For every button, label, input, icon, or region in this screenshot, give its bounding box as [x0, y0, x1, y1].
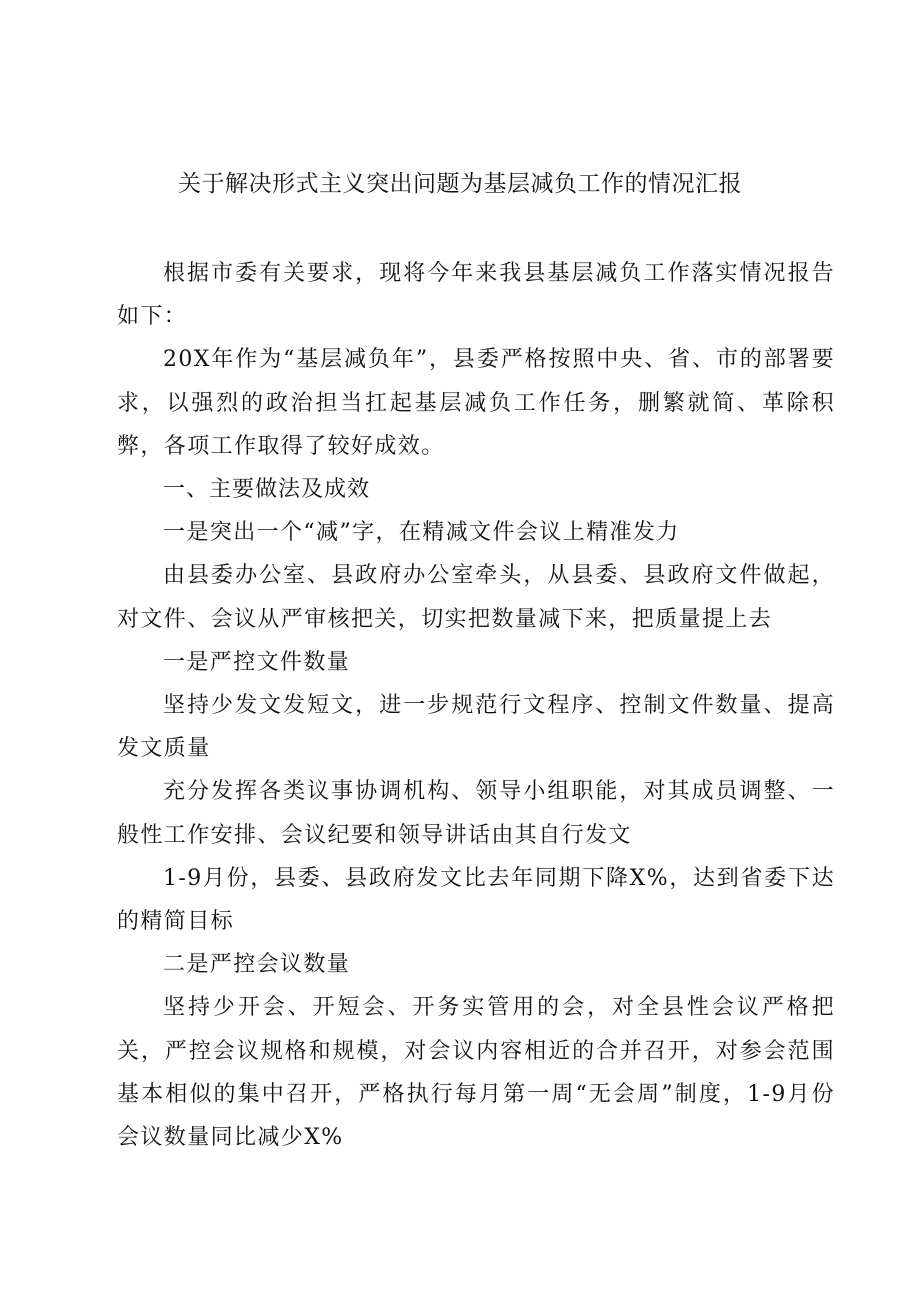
subheading-control-documents: 一是严控文件数量	[163, 649, 351, 675]
subheading-control-meetings: 二是严控会议数量	[163, 952, 351, 978]
document-title: 关于解决形式主义突出问题为基层减负工作的情况汇报	[178, 171, 742, 197]
section-heading-main-practices: 一、主要做法及成效	[163, 477, 371, 503]
paragraph-coordination-bodies: 充分发挥各类议事协调机构、领导小组职能，对其成员调整、一般性工作安排、会议纪要和领导讲话由其自行发文	[117, 779, 835, 848]
paragraph-overview: 20X年作为“基层减负年”，县委严格按照中央、省、市的部署要求，以强烈的政治担当扛起基层减负工作任务，删繁就简、革除积弊，各项工作取得了较好成效。	[117, 347, 835, 459]
paragraph-meeting-reduction: 坚持少开会、开短会、开务实管用的会，对全县性会议严格把关，严控会议规格和规模，对会议内容相近的合并召开，对参会范围基本相似的集中召开，严格执行每月第一周“无会周”制度，1-9月份会议数量同比减少X%	[117, 995, 835, 1151]
subheading-reduce: 一是突出一个“减”字，在精减文件会议上精准发力	[163, 520, 680, 546]
paragraph-document-reduction: 1-9月份，县委、县政府发文比去年同期下降X%，达到省委下达的精简目标	[117, 865, 835, 935]
paragraph-lead-office: 由县委办公室、县政府办公室牵头，从县委、县政府文件做起，对文件、会议从严审核把关，切实把数量减下来，把质量提上去	[117, 563, 835, 632]
paragraph-intro: 根据市委有关要求，现将今年来我县基层减负工作落实情况报告如下：	[117, 261, 835, 330]
document-body	[117, 252, 835, 1159]
paragraph-short-documents: 坚持少发文发短文，进一步规范行文程序、控制文件数量、提高发文质量	[117, 693, 835, 762]
